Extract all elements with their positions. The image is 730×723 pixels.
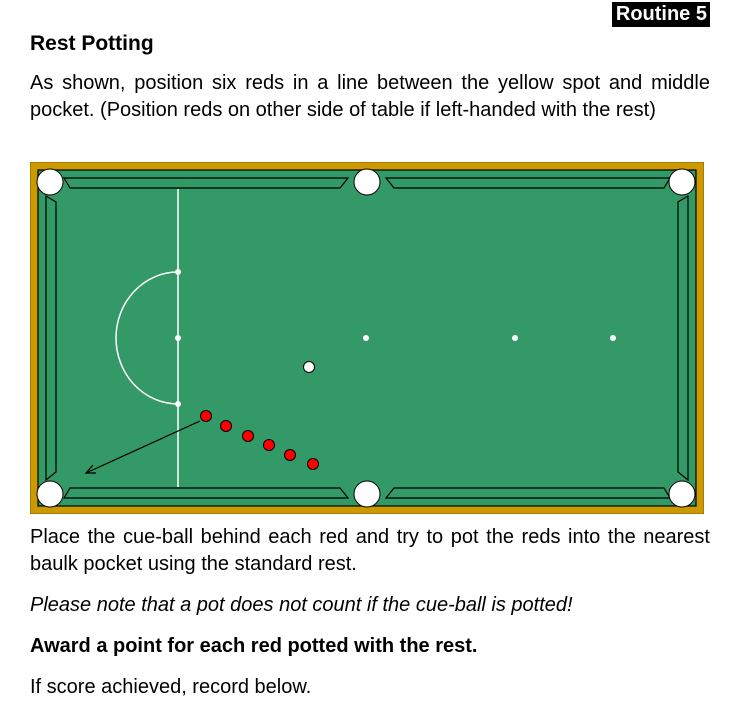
pink-spot (512, 335, 518, 341)
pocket-top-left (37, 169, 63, 195)
yellow-spot (175, 401, 181, 407)
pocket-top-right (669, 169, 695, 195)
score-line: If score achieved, record below. (30, 676, 312, 698)
green-spot (175, 269, 181, 275)
red-ball (285, 450, 296, 461)
brown-spot (175, 335, 181, 341)
cushion-bottom-left (64, 488, 348, 498)
page-title: Rest Potting (30, 32, 154, 55)
red-ball (243, 431, 254, 442)
snooker-table-diagram (30, 162, 704, 514)
pocket-bottom-right (669, 481, 695, 507)
pocket-bottom-left (37, 481, 63, 507)
black-spot (610, 335, 616, 341)
red-ball (308, 459, 319, 470)
cushion-right (678, 196, 688, 480)
routine-badge: Routine 5 (612, 2, 710, 27)
cushion-left (46, 196, 56, 480)
intro-paragraph: As shown, position six reds in a line between the yellow spot and middle pocket. (Position reds on other side of table if left-handed with the rest) (30, 72, 710, 121)
award-text: Award a point for each red potted with the rest. (30, 635, 478, 657)
instructions-paragraph: Place the cue-ball behind each red and try to pot the reds into the nearest baulk pocket using the standard rest. (30, 526, 710, 575)
note-text: Please note that a pot does not count if the cue-ball is potted! (30, 594, 573, 616)
pocket-bottom-middle (354, 481, 380, 507)
cushion-top-left (64, 178, 348, 188)
red-ball (221, 421, 232, 432)
cushion-bottom-right (386, 488, 670, 498)
red-ball (201, 411, 212, 422)
blue-spot (363, 335, 369, 341)
red-ball (264, 440, 275, 451)
cue-ball (304, 362, 315, 373)
cushion-top-right (386, 178, 670, 188)
pocket-top-middle (354, 169, 380, 195)
